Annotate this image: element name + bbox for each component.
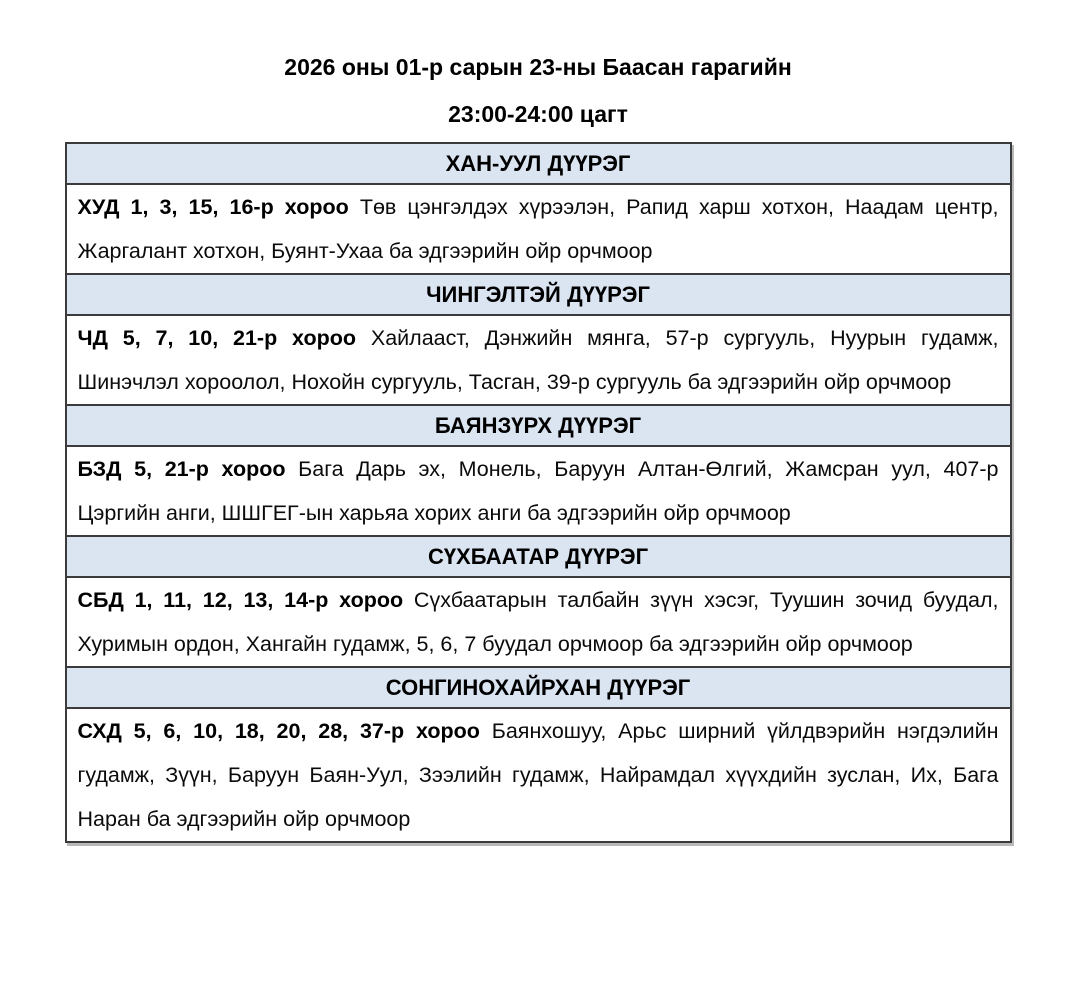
district-body-chingeltei xyxy=(67,316,1010,406)
district-body-khan-uul xyxy=(67,185,1010,275)
district-header-bayanzurkh: БАЯНЗҮРХ ДҮҮРЭГ xyxy=(67,406,1010,447)
area-text: Баянхошуу, Арьс ширний үйлдвэрийн нэгдэлийн гудамж, Зүүн, Баруун Баян-Уул, Зээлийн гудамж, Найрамдал хүүхдийн зуслан, Их, Бага Наран ба эдгээрийн ойр орчмоор xyxy=(77,719,999,831)
district-header-sukhbaatar: СҮХБААТАР ДҮҮРЭГ xyxy=(67,537,1010,578)
page-title-line1: 2026 оны 01-р сарын 23-ны Баасан гарагийн xyxy=(284,54,792,80)
page-title xyxy=(0,0,1076,127)
khoroo-label: ЧД 5, 7, 10, 21-р хороо xyxy=(77,326,357,350)
khoroo-label: СХД 5, 6, 10, 18, 20, 28, 37-р хороо xyxy=(77,719,480,743)
district-body-sukhbaatar xyxy=(67,578,1010,668)
area-text: Сүхбаатарын талбайн зүүн хэсэг, Туушин зочид буудал, Хуримын ордон, Хангайн гудамж, 5, 6, 7 буудал орчмоор ба эдгээрийн ойр орчмоор xyxy=(77,588,999,656)
district-body-songinokhairkhan xyxy=(67,709,1010,841)
page-title-line2: 23:00-24:00 цагт xyxy=(448,101,628,127)
khoroo-label: СБД 1, 11, 12, 13, 14-р хороо xyxy=(77,588,404,612)
area-text: Төв цэнгэлдэх хүрээлэн, Рапид харш хотхон, Наадам центр, Жаргалант хотхон, Буянт-Ухаа ба эдгээрийн ойр орчмоор xyxy=(77,195,999,263)
khoroo-label: БЗД 5, 21-р хороо xyxy=(77,457,286,481)
district-header-khan-uul: ХАН-УУЛ ДҮҮРЭГ xyxy=(67,144,1010,185)
district-body-bayanzurkh xyxy=(67,447,1010,537)
outage-schedule-table xyxy=(65,142,1012,843)
area-text: Бага Дарь эх, Монель, Баруун Алтан-Өлгий, Жамсран уул, 407-р Цэргийн анги, ШШГЕГ-ын харьяа хорих анги ба эдгээрийн ойр орчмоор xyxy=(77,457,999,525)
district-header-chingeltei: ЧИНГЭЛТЭЙ ДҮҮРЭГ xyxy=(67,275,1010,316)
khoroo-label: ХУД 1, 3, 15, 16-р хороо xyxy=(77,195,349,219)
area-text: Хайлааст, Дэнжийн мянга, 57-р сургууль, Нуурын гудамж, Шинэчлэл хороолол, Нохойн сургууль, Тасган, 39-р сургууль ба эдгээрийн ойр орчмоор xyxy=(77,326,999,394)
district-header-songinokhairkhan: СОНГИНОХАЙРХАН ДҮҮРЭГ xyxy=(67,668,1010,709)
